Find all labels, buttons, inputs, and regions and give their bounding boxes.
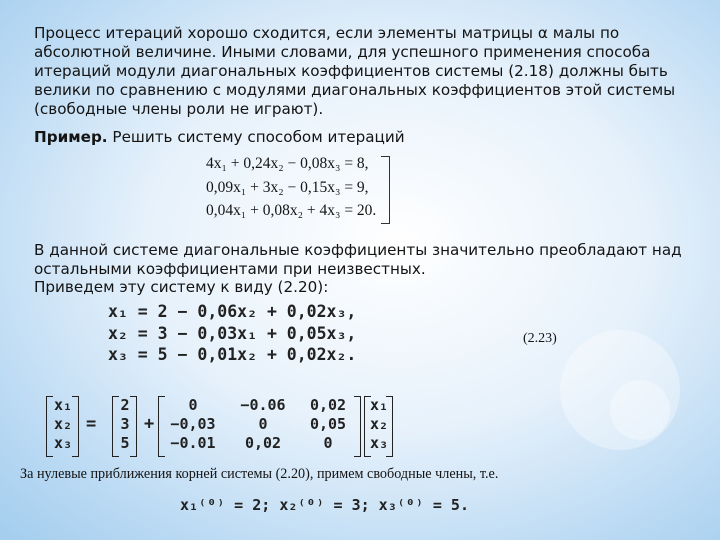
alpha-column-1	[162, 396, 224, 453]
plus-sign: +	[144, 414, 155, 434]
alpha-entry: 0	[188, 396, 198, 414]
bracket-right	[72, 396, 79, 457]
x-vector-entry: x₁	[369, 396, 389, 414]
system-brace	[381, 156, 390, 224]
alpha-entry: 0	[258, 415, 268, 433]
b-vector-entry: 5	[120, 434, 130, 452]
bracket-right	[354, 396, 361, 457]
alpha-column-2	[232, 396, 294, 453]
initial-approx-formula: x₁⁽⁰⁾ = 2; x₂⁽⁰⁾ = 3; x₃⁽⁰⁾ = 5.	[180, 496, 469, 514]
x-vector-entry: x₂	[369, 415, 389, 433]
x-vector-entry: x₁	[53, 396, 73, 414]
x-vector-entry: x₂	[53, 415, 73, 433]
bracket-right	[130, 396, 137, 457]
equals-sign: =	[86, 414, 97, 434]
x-vector-entry: x₃	[369, 434, 389, 452]
reduced-equation-3: x₃ = 5 − 0,01x₂ + 0,02x₂.	[108, 345, 357, 364]
equation-1: 4x₁ + 0,24x₂ − 0,08x₃ = 8,	[206, 155, 369, 172]
b-vector-entry: 2	[120, 396, 130, 414]
alpha-entry: −0.06	[240, 396, 286, 414]
example-text: Решить систему способом итераций	[107, 128, 405, 146]
analysis-line-2: остальными коэффициентами при неизвестных.	[34, 259, 426, 278]
analysis-line-3: Приведем эту систему к виду (2.20):	[34, 278, 329, 296]
alpha-entry: −0.01	[170, 434, 216, 452]
alpha-column-3	[304, 396, 352, 453]
alpha-entry: 0,02	[244, 434, 282, 452]
bracket-right	[386, 396, 393, 457]
alpha-entry: 0,05	[309, 415, 347, 433]
decor-circle	[610, 380, 670, 440]
reduced-system	[108, 301, 356, 366]
analysis-line-1: В данной системе диагональные коэффициенты значительно преобладают над	[34, 241, 682, 259]
initial-approx-text: За нулевые приближения корней системы (2.20), примем свободные члены, т.е.	[20, 466, 499, 482]
intro-paragraph: Процесс итераций хорошо сходится, если элементы матрицы α малы по абсолютной величине. Иными словами, для успешного применения способа итераций модули диагональных коэффициентов системы (2.18) должны быть велики по сравнению с модулями диагональных коэффициентов этой системы (свободные члены роли не играют).	[34, 24, 676, 118]
alpha-entry: 0,02	[309, 396, 347, 414]
b-vector-entry: 3	[120, 415, 130, 433]
original-system	[206, 152, 376, 223]
equation-2: 0,09x₁ + 3x₂ − 0,15x₃ = 9,	[206, 178, 369, 196]
example-label: Пример.	[34, 128, 108, 146]
example-line	[34, 128, 405, 146]
x-vector	[52, 396, 74, 453]
analysis-paragraph	[34, 241, 684, 297]
reduced-equation-2: x₂ = 3 − 0,03x₁ + 0,05x₃,	[108, 323, 357, 343]
alpha-entry: −0,03	[170, 415, 216, 433]
alpha-entry: 0	[323, 434, 333, 452]
reduced-equation-1: x₁ = 2 − 0,06x₂ + 0,02x₃,	[108, 302, 357, 321]
equation-number: (2.23)	[523, 331, 557, 346]
equation-3: 0,04x₁ + 0,08x₂ + 4x₃ = 20.	[206, 202, 377, 219]
x-vector-entry: x₃	[53, 434, 73, 452]
